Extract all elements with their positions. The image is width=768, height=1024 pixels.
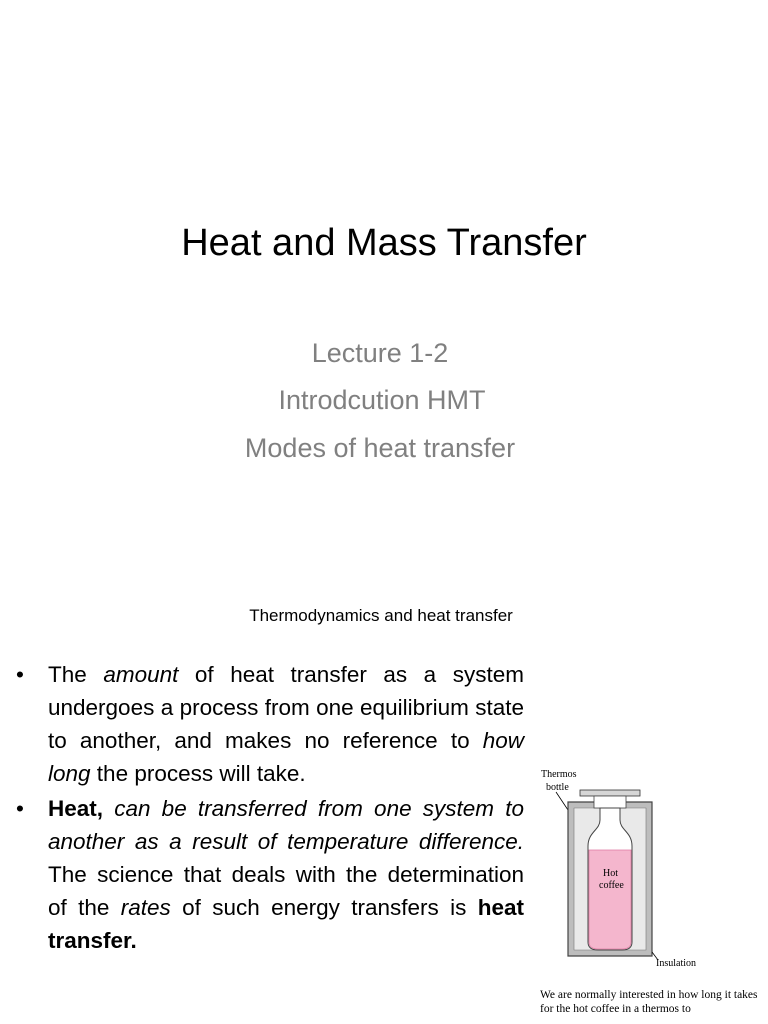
- bottle-neck: [594, 796, 626, 808]
- label-hot: Hot: [603, 868, 618, 879]
- bullet-text: The: [48, 662, 104, 687]
- figure-caption: We are normally interested in how long it takes for the hot coffee in a thermos to: [540, 989, 758, 1015]
- subtitle-lecture: Lecture 1-2: [311, 338, 449, 368]
- lid-icon: [580, 790, 640, 796]
- bullet-emphasis: can be transferred from one system to another as a result of temperature difference.: [48, 796, 524, 854]
- label-coffee: coffee: [599, 880, 624, 891]
- bullet-list: [14, 658, 524, 957]
- bullet-text: of heat transfer as a system undergoes a process from one equilibrium state to another, and makes no reference to: [48, 662, 524, 753]
- section-heading: Thermodynamics and heat transfer: [249, 606, 513, 625]
- thermos-figure: [536, 764, 768, 1024]
- slide-title: Heat and Mass Transfer: [181, 222, 587, 264]
- bullet-text: of such energy transfers is: [170, 895, 478, 920]
- bullet-icon: •: [16, 662, 24, 687]
- bullet-emphasis: amount: [103, 662, 179, 687]
- label-leader-line: [556, 792, 568, 810]
- bullet-item: [14, 658, 524, 790]
- bullet-text: The science that deals with the determination of the: [48, 862, 524, 920]
- bullet-strong: heat transfer.: [48, 895, 525, 953]
- bullet-text: the process will take.: [90, 761, 306, 786]
- coffee-liquid: [589, 850, 631, 949]
- bullet-emphasis: how long: [48, 728, 524, 786]
- bullet-emphasis: rates: [120, 895, 171, 920]
- label-insulation: Insulation: [656, 958, 696, 969]
- label-thermos: Thermos: [541, 769, 577, 780]
- bullet-icon: •: [16, 796, 24, 821]
- bullet-strong: Heat,: [48, 796, 104, 821]
- bullet-item: [14, 792, 524, 957]
- subtitle-modes: Modes of heat transfer: [244, 433, 516, 463]
- subtitle-intro: Introdcution HMT: [278, 385, 486, 415]
- label-bottle: bottle: [546, 782, 569, 793]
